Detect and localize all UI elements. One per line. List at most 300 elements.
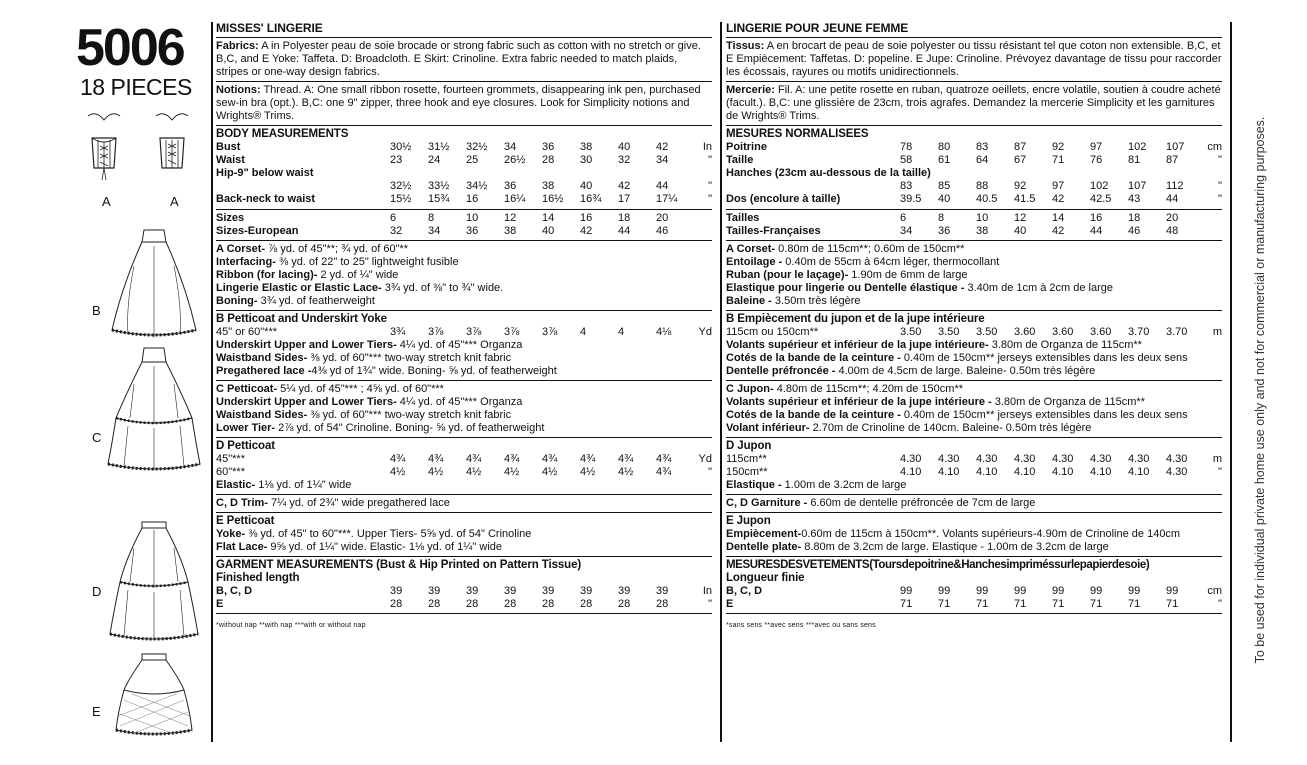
garment-measurements — [216, 556, 712, 613]
table-cell: 36 — [938, 225, 951, 237]
table-cell: 4¾ — [580, 453, 596, 465]
section-subtitle: Longueur finie — [726, 572, 805, 584]
b-petticoat-yardage — [726, 310, 1222, 380]
unit-label: cm — [1207, 141, 1222, 153]
table-cell: 112 — [1166, 180, 1184, 192]
table-cell: 28 — [466, 598, 479, 610]
corset-back-illustration — [152, 110, 192, 190]
table-cell: 34½ — [466, 180, 488, 192]
table-cell: 71 — [938, 598, 951, 610]
view-label-a: A — [102, 194, 111, 209]
table-cell: 6 — [900, 212, 907, 224]
unit-label — [694, 212, 712, 225]
table-cell: 3.50 — [900, 326, 922, 338]
table-cell: 4.10 — [976, 466, 998, 478]
table-row — [726, 585, 1222, 598]
table-cell: 67 — [1014, 154, 1027, 166]
table-cell: 4.10 — [1128, 466, 1150, 478]
table-cell: 14 — [1052, 212, 1065, 224]
table-cell: 78 — [900, 141, 913, 153]
cd-trim-yardage — [216, 494, 712, 512]
yardage-line: Empiècement-0.60m de 115cm à 150cm**. Volants supérieurs-4.90m de Crinoline de 140cm — [726, 528, 1181, 540]
footnote: *sans sens **avec sens ***avec ou sans sens — [726, 622, 876, 629]
table-cell: 4½ — [466, 466, 482, 478]
table-cell: 4½ — [618, 466, 634, 478]
fabrics-text: Fabrics: A in Polyester peau de soie brocade or strong fabric such as cotton with no stretch or give. B,C, and E Yoke: Taffeta. D: Broadcloth. E Skirt: Crinoline. Extra fabric needed to match plaids, stripes or one-way design fabrics. — [216, 40, 701, 78]
table-cell: 39 — [428, 585, 441, 597]
yardage-line: Yoke- ⅜ yd. of 45" to 60"***. Upper Tiers- 5⅝ yd. of 54" Crinoline — [216, 528, 532, 540]
table-cell: 87 — [1166, 154, 1179, 166]
table-row — [726, 212, 1222, 225]
table-cell: 4.30 — [1128, 453, 1150, 465]
table-cell: 88 — [976, 180, 989, 192]
table-cell: 3¾ — [390, 326, 406, 338]
english-column — [216, 22, 712, 634]
unit-label: " — [1218, 598, 1222, 610]
unit-label: In — [702, 141, 712, 153]
unit-label — [1204, 212, 1222, 225]
table-cell: 102 — [1090, 180, 1109, 192]
table-cell: 92 — [1014, 180, 1027, 192]
table-cell: 97 — [1090, 141, 1103, 153]
table-cell: 97 — [1052, 180, 1065, 192]
row-label — [216, 180, 390, 193]
unit-label: " — [1218, 180, 1222, 192]
row-label: Tailles-Françaises — [726, 225, 821, 237]
table-cell: 4½ — [580, 466, 596, 478]
yardage-line: Underskirt Upper and Lower Tiers- 4¼ yd. of 45"*** Organza — [216, 339, 523, 351]
row-label: 115cm** — [726, 453, 767, 465]
table-row — [216, 225, 712, 238]
row-label: 115cm ou 150cm** — [726, 326, 819, 338]
table-cell: 39 — [466, 585, 479, 597]
table-row — [216, 598, 712, 611]
view-label-e: E — [92, 704, 101, 719]
view-label-a-back: A — [170, 194, 179, 209]
table-cell: 38 — [504, 225, 517, 237]
table-cell: 28 — [428, 598, 441, 610]
table-cell: 28 — [542, 598, 555, 610]
table-cell: 16 — [1090, 212, 1103, 224]
section-title: MESURESDESVETEMENTS(Toursdepoitrine&Hanchesimpriméssurlepapierdesoie) — [726, 559, 1150, 571]
table-cell: 4¾ — [656, 466, 672, 478]
table-cell: 46 — [1128, 225, 1141, 237]
section-subtitle: Finished length — [216, 572, 300, 584]
table-cell: 4¾ — [542, 453, 558, 465]
table-cell: 40 — [618, 141, 631, 153]
table-cell: 34 — [428, 225, 441, 237]
table-cell: 32 — [618, 154, 631, 166]
table-cell: 40 — [1014, 225, 1027, 237]
table-cell: 99 — [1090, 585, 1103, 597]
table-cell: 30 — [580, 154, 593, 166]
table-cell: 99 — [976, 585, 989, 597]
table-row — [726, 141, 1222, 154]
table-cell: 20 — [1166, 212, 1179, 224]
yardage-line: Ribbon (for lacing)- 2 yd. of ¼" wide — [216, 269, 399, 281]
petticoat-c-illustration — [104, 344, 204, 474]
table-cell: 85 — [938, 180, 951, 192]
table-cell: 16 — [466, 193, 479, 205]
table-cell: 16½ — [542, 193, 564, 205]
table-cell: 16¾ — [580, 193, 602, 205]
row-label: B, C, D — [726, 585, 763, 597]
petticoat-d-illustration — [106, 518, 202, 648]
yardage-line: Pregathered lace -4⅜ yd of 1¾" wide. Boning- ⅝ yd. of featherweight — [216, 365, 557, 377]
table-row — [216, 585, 712, 598]
table-row — [216, 193, 712, 206]
view-label-c: C — [92, 430, 102, 445]
table-cell: 17 — [618, 193, 631, 205]
unit-label: Yd — [698, 453, 712, 465]
table-cell: 32½ — [466, 141, 488, 153]
row-label: 60"*** — [216, 466, 245, 478]
table-cell: 42 — [1052, 193, 1065, 205]
table-row — [216, 180, 712, 193]
unit-label: Yd — [698, 326, 712, 338]
table-cell: 17¼ — [656, 193, 678, 205]
table-cell: 8 — [938, 212, 945, 224]
d-petticoat-yardage — [216, 437, 712, 494]
pattern-number: 5006 — [76, 19, 184, 77]
row-label: Poitrine — [726, 141, 767, 153]
yardage-line: Baleine - 3.50m très légère — [726, 295, 861, 307]
footnote: *without nap **with nap ***with or without nap — [216, 622, 366, 629]
table-cell: 28 — [504, 598, 517, 610]
table-cell: 40 — [938, 193, 951, 205]
table-cell: 107 — [1128, 180, 1147, 192]
table-row — [216, 212, 712, 225]
row-label — [726, 180, 900, 193]
row-label: Hip-9" below waist — [216, 167, 314, 179]
table-cell: 24 — [428, 154, 441, 166]
row-label: E — [726, 598, 734, 610]
table-cell: 3.50 — [938, 326, 960, 338]
table-cell: 4½ — [542, 466, 558, 478]
measurement-table — [216, 141, 712, 206]
table-cell: 64 — [976, 154, 989, 166]
unit-label: " — [1218, 193, 1222, 205]
table-cell: 38 — [580, 141, 593, 153]
table-row — [216, 154, 712, 167]
table-cell: 40 — [542, 225, 555, 237]
table-row — [726, 466, 1222, 479]
table-cell: 87 — [1014, 141, 1027, 153]
body-measurements — [726, 125, 1222, 240]
section-title: BODY MEASUREMENTS — [216, 128, 349, 140]
table-cell: 71 — [1014, 598, 1027, 610]
table-cell: 10 — [466, 212, 479, 224]
divider-middle — [720, 22, 722, 742]
table-cell: 99 — [1128, 585, 1141, 597]
table-cell: 71 — [1166, 598, 1179, 610]
table-cell: 76 — [1090, 154, 1103, 166]
table-cell: 18 — [1128, 212, 1141, 224]
yardage-line: Waistband Sides- ⅜ yd. of 60"*** two-way stretch knit fabric — [216, 352, 512, 364]
table-cell: 44 — [1166, 193, 1179, 205]
table-cell: 32½ — [390, 180, 412, 192]
divider-left — [211, 22, 213, 742]
table-cell: 48 — [1166, 225, 1179, 237]
row-label: B, C, D — [216, 585, 253, 597]
yardage-line: A Corset- 0.80m de 115cm**; 0.60m de 150cm** — [726, 243, 965, 255]
e-petticoat-yardage — [216, 512, 712, 556]
table-cell: 71 — [976, 598, 989, 610]
fabrics-text: Tissus: A en brocart de peau de soie polyester ou tissu résistant tel que coton non extensible. B,C, et E Empiècement: Taffetas. D: popeline. E Jupe: Crinoline. Prévoyez davantage de tissu pour raccorder les écossais, rayures ou motifs unidirectionnels. — [726, 40, 1222, 78]
table-cell: 42.5 — [1090, 193, 1112, 205]
table-cell: 32 — [390, 225, 403, 237]
unit-label: " — [708, 466, 712, 478]
table-cell: 16¼ — [504, 193, 526, 205]
sizes-table — [216, 212, 712, 238]
table-cell: 38 — [542, 180, 555, 192]
c-petticoat-yardage — [726, 380, 1222, 437]
table-cell: 34 — [656, 154, 669, 166]
table-cell: 39 — [656, 585, 669, 597]
table-cell: 71 — [1090, 598, 1103, 610]
table-cell: 71 — [1052, 598, 1065, 610]
table-cell: 71 — [900, 598, 913, 610]
table-cell: 39 — [618, 585, 631, 597]
table-row — [726, 598, 1222, 611]
c-petticoat-yardage — [216, 380, 712, 437]
notions-text: Notions: Thread. A: One small ribbon rosette, fourteen grommets, disappearing ink pen, purchased sew-in bra (opt.). B,C: one 9" zipper, three hook and eye closures. Look for Simplicity notions and Wrights® Trims. — [216, 84, 701, 122]
garment-measurements — [726, 556, 1222, 613]
column-title: LINGERIE POUR JEUNE FEMME — [726, 21, 909, 35]
table-cell: 3.70 — [1166, 326, 1188, 338]
table-cell: 16 — [580, 212, 593, 224]
table-cell: 34 — [900, 225, 913, 237]
body-measurements — [216, 125, 712, 240]
table-cell: 3.60 — [1014, 326, 1036, 338]
column-title: MISSES' LINGERIE — [216, 21, 323, 35]
table-cell: 18 — [618, 212, 631, 224]
table-cell: 38 — [976, 225, 989, 237]
table-cell: 3⅞ — [504, 326, 520, 338]
table-cell: 39 — [542, 585, 555, 597]
section-title: D Petticoat — [216, 440, 275, 452]
unit-label: m — [1212, 453, 1222, 465]
yardage-line: Cotés de la bande de la ceinture - 0.40m de 150cm** jerseys extensibles dans les deux sens — [726, 352, 1188, 364]
measurement-table — [726, 141, 1222, 206]
section-title: E Jupon — [726, 515, 771, 527]
unit-label: " — [708, 598, 712, 610]
section-title: B Empiècement du jupon et de la jupe intérieure — [726, 313, 985, 325]
table-cell: 39 — [390, 585, 403, 597]
yardage-line: C Petticoat- 5¼ yd. of 45"*** ; 4⅝ yd. of 60"*** — [216, 383, 444, 395]
table-row — [726, 180, 1222, 193]
row-label: Waist — [216, 154, 245, 166]
table-row — [216, 466, 712, 479]
table-cell: 99 — [1166, 585, 1179, 597]
yardage-line: Elastic- 1⅛ yd. of 1¼" wide — [216, 479, 352, 491]
table-row — [216, 326, 712, 339]
table-cell: 71 — [1052, 154, 1065, 166]
table-cell: 102 — [1128, 141, 1147, 153]
table-row — [216, 453, 712, 466]
unit-label: In — [702, 585, 712, 597]
table-cell: 15¾ — [428, 193, 450, 205]
yardage-line: Volants supérieur et inférieur de la jupe intérieure- 3.80m de Organza de 115cm** — [726, 339, 1142, 351]
row-label: Sizes — [216, 212, 245, 224]
yardage-line: Interfacing- ⅜ yd. of 22" to 25" lightweight fusible — [216, 256, 459, 268]
e-petticoat-yardage — [726, 512, 1222, 556]
table-cell: 99 — [1014, 585, 1027, 597]
pieces-count: 18 PIECES — [80, 74, 192, 100]
table-cell: 4¾ — [428, 453, 444, 465]
unit-label: " — [1218, 466, 1222, 478]
table-cell: 4.30 — [1166, 466, 1188, 478]
table-cell: 44 — [656, 180, 669, 192]
table-cell: 3⅞ — [542, 326, 558, 338]
table-cell: 4.10 — [1052, 466, 1074, 478]
table-cell: 4.10 — [1090, 466, 1112, 478]
table-cell: 83 — [976, 141, 989, 153]
row-label: Taille — [726, 154, 754, 166]
row-label: Dos (encolure à taille) — [726, 193, 841, 205]
table-cell: 28 — [542, 154, 555, 166]
section-title: GARMENT MEASUREMENTS (Bust & Hip Printed on Pattern Tissue) — [216, 559, 582, 571]
view-label-d: D — [92, 584, 102, 599]
table-row — [726, 167, 1222, 180]
table-cell: 28 — [580, 598, 593, 610]
table-cell: 41.5 — [1014, 193, 1036, 205]
table-cell: 40.5 — [976, 193, 998, 205]
table-cell: 4.30 — [900, 453, 922, 465]
yardage-line: Waistband Sides- ⅜ yd. of 60"*** two-way stretch knit fabric — [216, 409, 512, 421]
table-cell: 43 — [1128, 193, 1141, 205]
yardage-line: Lingerie Elastic or Elastic Lace- 3¾ yd. of ⅜" to ¾" wide. — [216, 282, 504, 294]
table-cell: 83 — [900, 180, 913, 192]
d-petticoat-yardage — [726, 437, 1222, 494]
table-cell: 4.10 — [1014, 466, 1036, 478]
table-cell: 15½ — [390, 193, 412, 205]
table-cell: 3.60 — [1052, 326, 1074, 338]
table-cell: 42 — [618, 180, 631, 192]
unit-label — [694, 225, 712, 238]
table-cell: 6 — [390, 212, 397, 224]
table-cell: 20 — [656, 212, 669, 224]
row-label: Tailles — [726, 212, 760, 224]
table-cell: 36 — [466, 225, 479, 237]
table-cell: 4¾ — [618, 453, 634, 465]
table-cell: 28 — [618, 598, 631, 610]
table-cell: 10 — [976, 212, 989, 224]
view-label-b: B — [92, 303, 101, 318]
yardage-line: Elastique pour lingerie ou Dentelle élastique - 3.40m de 1cm à 2cm de large — [726, 282, 1113, 294]
table-cell: 3.50 — [976, 326, 998, 338]
yardage-line: Entoilage - 0.40m de 55cm à 64cm léger, thermocollant — [726, 256, 1000, 268]
divider-right — [1230, 22, 1232, 742]
table-cell: 14 — [542, 212, 555, 224]
table-cell: 4.10 — [900, 466, 922, 478]
notions-text: Mercerie: Fil. A: une petite rosette en ruban, quatroze oeillets, encre volatile, soutien à coudre acheté (facult.). B,C: une glissière de 23cm, trois agrafes. Demandez la mercerie Simplicity et les garnitures de Wrights® Trims. — [726, 84, 1221, 122]
section-title: MESURES NORMALISEES — [726, 128, 869, 140]
table-cell: 30½ — [390, 141, 412, 153]
table-cell: 26½ — [504, 154, 526, 166]
table-cell: 12 — [1014, 212, 1027, 224]
table-cell: 39.5 — [900, 193, 922, 205]
table-cell: 4¾ — [656, 453, 672, 465]
yardage-line: C, D Garniture - 6.60m de dentelle préfroncée de 7cm de large — [726, 497, 1036, 509]
yardage-line: Lower Tier- 2⅞ yd. of 54" Crinoline. Boning- ⅝ yd. of featherweight — [216, 422, 545, 434]
table-cell: 4¾ — [466, 453, 482, 465]
table-cell: 4.30 — [1014, 453, 1036, 465]
yardage-line: Boning- 3¾ yd. of featherweight — [216, 295, 375, 307]
row-label: 45" or 60"*** — [216, 326, 278, 338]
table-cell: 31½ — [428, 141, 450, 153]
table-cell: 99 — [1052, 585, 1065, 597]
table-cell: 8 — [428, 212, 435, 224]
section-title: B Petticoat and Underskirt Yoke — [216, 313, 387, 325]
table-row — [216, 141, 712, 154]
table-cell: 107 — [1166, 141, 1185, 153]
petticoat-e-illustration — [112, 650, 196, 740]
table-row — [726, 193, 1222, 206]
table-cell: 4.30 — [1166, 453, 1188, 465]
table-cell: 4¾ — [390, 453, 406, 465]
yardage-line: Flat Lace- 9⅝ yd. of 1¼" wide. Elastic- 1⅛ yd. of 1¼" wide — [216, 541, 503, 553]
unit-label: cm — [1207, 585, 1222, 597]
row-label: E — [216, 598, 224, 610]
table-cell: 4.30 — [976, 453, 998, 465]
table-cell: 44 — [1090, 225, 1103, 237]
a-corset-yardage — [726, 240, 1222, 310]
unit-label: " — [1218, 154, 1222, 166]
table-cell: 99 — [938, 585, 951, 597]
unit-label: " — [708, 193, 712, 205]
table-cell: 4¾ — [504, 453, 520, 465]
table-cell: 4.10 — [938, 466, 960, 478]
sizes-table — [726, 212, 1222, 238]
unit-label — [1204, 225, 1222, 238]
row-label: 150cm** — [726, 466, 768, 478]
french-column — [726, 22, 1222, 634]
row-label: Bust — [216, 141, 241, 153]
table-cell: 12 — [504, 212, 517, 224]
table-cell: 39 — [580, 585, 593, 597]
table-cell: 39 — [504, 585, 517, 597]
table-cell: 42 — [1052, 225, 1065, 237]
row-label: 45"*** — [216, 453, 245, 465]
table-cell: 34 — [504, 141, 517, 153]
yardage-line: C, D Trim- 7¼ yd. of 2¾" wide pregathered lace — [216, 497, 450, 509]
yardage-line: C Jupon- 4.80m de 115cm**; 4.20m de 150cm** — [726, 383, 964, 395]
table-cell: 99 — [900, 585, 913, 597]
section-title: E Petticoat — [216, 515, 275, 527]
yardage-line: Elastique - 1.00m de 3.2cm de large — [726, 479, 907, 491]
row-label: Hanches (23cm au-dessous de la taille) — [726, 167, 931, 179]
unit-label: m — [1212, 326, 1222, 338]
table-cell: 4½ — [504, 466, 520, 478]
row-label: Sizes-European — [216, 225, 299, 237]
table-cell: 92 — [1052, 141, 1065, 153]
table-cell: 4⅛ — [656, 326, 672, 338]
table-cell: 58 — [900, 154, 913, 166]
yardage-line: Dentelle préfroncée - 4.00m de 4.5cm de large. Baleine- 0.50m très légère — [726, 365, 1096, 377]
table-cell: 4.30 — [1090, 453, 1112, 465]
table-cell: 42 — [656, 141, 669, 153]
table-row — [726, 225, 1222, 238]
table-cell: 71 — [1128, 598, 1141, 610]
table-cell: 44 — [618, 225, 631, 237]
table-cell: 25 — [466, 154, 479, 166]
yardage-line: Dentelle plate- 8.80m de 3.2cm de large. Elastique - 1.00m de 3.2cm de large — [726, 541, 1109, 553]
table-cell: 3⅞ — [466, 326, 482, 338]
table-cell: 36 — [504, 180, 517, 192]
corset-front-illustration — [84, 110, 124, 190]
table-cell: 28 — [656, 598, 669, 610]
